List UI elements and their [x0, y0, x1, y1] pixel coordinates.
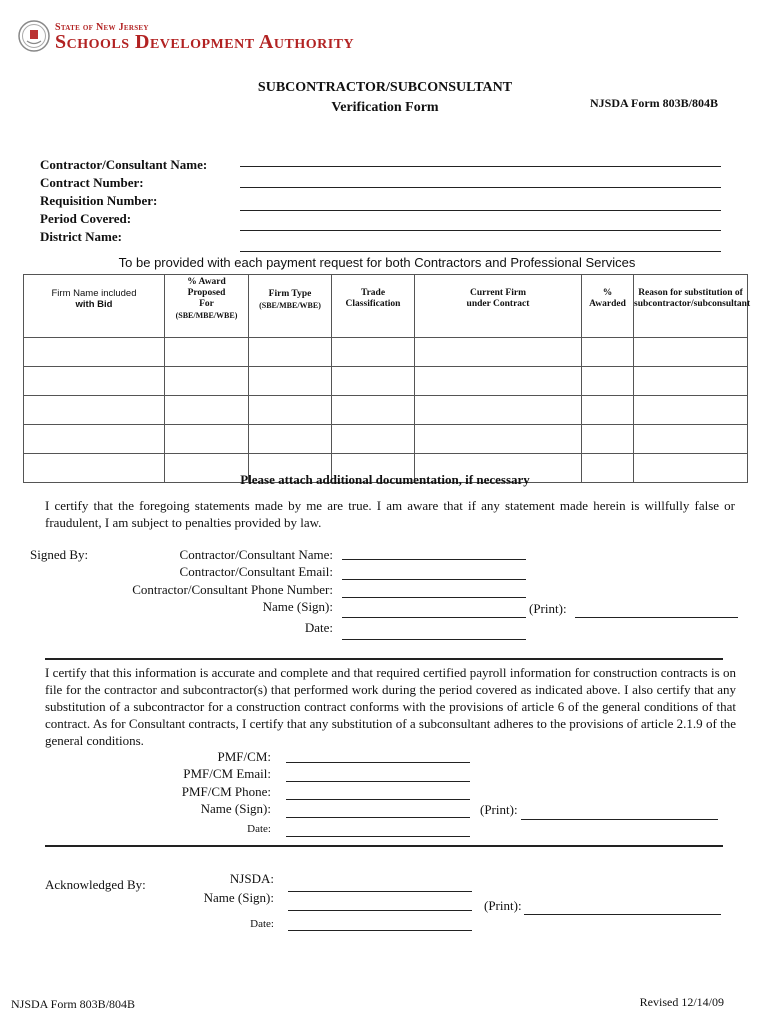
attach-note: Please attach additional documentation, if necessary [240, 472, 530, 487]
signed-field-sign-label: Name (Sign): [262, 599, 333, 614]
table-cell[interactable] [634, 425, 748, 454]
signed-field-name-label: Contractor/Consultant Name: [179, 547, 333, 562]
pmf-date-label: Date: [247, 823, 271, 835]
table-cell[interactable] [249, 396, 332, 425]
contractor-sign-input[interactable] [342, 617, 526, 618]
col-firm-type-l1: Firm Type [268, 289, 312, 299]
certification-2: I certify that this information is accurate and complete and that required certified payroll information for construction contracts is on file for the contractor and subcontractor(s) that performed work during the period covered as indicated above. I also certify that any substitution of a subcontractor for a construction contract conforms with the provisions of article 6 of the general conditions of that contract. As for Consultant contracts, I certify that any substitution of a subconsultant adheres to the provisions of article 2.1.9 of the general conditions. [45, 665, 736, 748]
col-trade-l2: Classification [345, 299, 401, 309]
contract-number-input[interactable] [240, 187, 721, 188]
njsda-date-input[interactable] [288, 930, 472, 931]
pmf-sign-label: Name (Sign): [200, 801, 271, 816]
col-award-l2: Proposed [187, 288, 226, 298]
table-cell[interactable] [165, 396, 249, 425]
contractor-phone-input[interactable] [342, 597, 526, 598]
pmf-phone-input[interactable] [286, 799, 470, 800]
njsda-date-label: Date: [250, 918, 274, 930]
col-reason [634, 275, 751, 338]
requisition-number-input[interactable] [240, 210, 721, 211]
table-cell[interactable] [332, 425, 415, 454]
table-cell[interactable] [165, 338, 249, 367]
table-cell[interactable] [415, 425, 582, 454]
njsda-print-input[interactable] [524, 914, 721, 915]
table-cell[interactable] [24, 367, 165, 396]
col-current-firm-l2: under Contract [466, 299, 530, 309]
district-name-input[interactable] [240, 251, 721, 252]
table-cell[interactable] [634, 367, 748, 396]
col-trade [332, 275, 415, 338]
divider-1 [45, 658, 723, 660]
instruction-text: To be provided with each payment request for both Contractors and Professional Services [118, 255, 636, 270]
table-cell[interactable] [24, 338, 165, 367]
form-subtitle: Verification Form [331, 100, 439, 115]
col-award-l1: % Award [187, 277, 226, 287]
col-award-proposed [165, 275, 249, 338]
table-cell[interactable] [582, 396, 634, 425]
col-firm-name-l1: Firm Name included [51, 288, 137, 299]
pmf-sign-input[interactable] [286, 817, 470, 818]
table-cell[interactable] [249, 338, 332, 367]
table-cell[interactable] [634, 396, 748, 425]
table-cell[interactable] [249, 425, 332, 454]
table-header-row [24, 275, 748, 338]
table-cell[interactable] [332, 396, 415, 425]
info-label-contract-number: Contract Number: [40, 175, 144, 190]
col-firm-name [24, 275, 165, 338]
col-award-l3: For [199, 299, 214, 309]
signed-field-date-label: Date: [304, 620, 333, 635]
divider-2 [45, 845, 723, 847]
contractor-date-input[interactable] [342, 639, 526, 640]
footer-form-number: NJSDA Form 803B/804B [11, 997, 136, 1011]
njsda-label: NJSDA: [229, 871, 274, 886]
table-cell[interactable] [415, 338, 582, 367]
table-cell[interactable] [332, 338, 415, 367]
col-awarded-l2: Awarded [589, 299, 626, 309]
info-label-contractor: Contractor/Consultant Name: [40, 157, 208, 172]
pmf-input[interactable] [286, 762, 470, 763]
pmf-date-input[interactable] [286, 836, 470, 837]
table-row [24, 367, 748, 396]
acknowledged-by-label: Acknowledged By: [45, 877, 146, 892]
table-cell[interactable] [332, 367, 415, 396]
njsda-sign-input[interactable] [288, 910, 472, 911]
period-covered-input[interactable] [240, 230, 721, 231]
pmf-label: PMF/CM: [217, 749, 271, 764]
col-awarded [582, 275, 634, 338]
org-name: Schools Development Authority [55, 31, 355, 53]
pmf-phone-label: PMF/CM Phone: [181, 784, 271, 799]
info-label-district: District Name: [40, 229, 122, 244]
col-current-firm [415, 275, 582, 338]
footer-revised: Revised 12/14/09 [639, 995, 724, 1009]
njsda-print-label: (Print): [484, 898, 522, 913]
subcontractor-table [23, 274, 751, 483]
col-trade-l1: Trade [360, 288, 386, 298]
col-current-firm-l1: Current Firm [469, 288, 527, 298]
contractor-email-input[interactable] [342, 579, 526, 580]
seal-logo [18, 20, 50, 52]
col-award-l4: (SBE/MBE/WBE) [175, 311, 238, 320]
col-firm-type [249, 275, 332, 338]
table-cell[interactable] [582, 425, 634, 454]
table-row [24, 396, 748, 425]
col-reason-l1: Reason for substitution of [638, 288, 743, 298]
table-cell[interactable] [582, 367, 634, 396]
njsda-sign-label: Name (Sign): [203, 890, 274, 905]
pmf-email-input[interactable] [286, 781, 470, 782]
table-cell[interactable] [165, 367, 249, 396]
info-label-requisition: Requisition Number: [40, 193, 158, 208]
table-cell[interactable] [415, 396, 582, 425]
contractor-print-input[interactable] [575, 617, 738, 618]
table-row [24, 425, 748, 454]
org-prefix: State of New Jersey [55, 22, 149, 33]
njsda-input[interactable] [288, 891, 472, 892]
signed-field-phone-label: Contractor/Consultant Phone Number: [132, 582, 333, 597]
table-row [24, 338, 748, 367]
contractor-print-label: (Print): [529, 601, 567, 616]
form-number: NJSDA Form 803B/804B [590, 96, 719, 110]
form-title: SUBCONTRACTOR/SUBCONSULTANT [257, 80, 513, 95]
signed-by-label: Signed By: [30, 547, 89, 562]
pmf-email-label: PMF/CM Email: [183, 766, 271, 781]
table-cell[interactable] [249, 367, 332, 396]
col-awarded-l1: % [602, 288, 613, 298]
table-cell[interactable] [415, 367, 582, 396]
contractor-name-sign-input[interactable] [342, 559, 526, 560]
contractor-name-input[interactable] [240, 166, 721, 167]
info-label-period: Period Covered: [40, 211, 132, 226]
col-firm-name-l2: with Bid [75, 299, 113, 310]
table-cell[interactable] [634, 338, 748, 367]
table-cell[interactable] [24, 425, 165, 454]
col-firm-type-l2: (SBE/MBE/WBE) [259, 301, 321, 310]
pmf-print-input[interactable] [521, 819, 718, 820]
signed-field-email-label: Contractor/Consultant Email: [179, 564, 333, 579]
table-cell[interactable] [165, 425, 249, 454]
pmf-print-label: (Print): [480, 802, 518, 817]
col-reason-l2: subcontractor/subconsultant [634, 299, 751, 309]
certification-1: I certify that the foregoing statements made by me are true. I am aware that if any statement made herein is willfully false or fraudulent, I am subject to penalties provided by law. [45, 498, 735, 530]
table-cell[interactable] [582, 338, 634, 367]
table-cell[interactable] [24, 396, 165, 425]
